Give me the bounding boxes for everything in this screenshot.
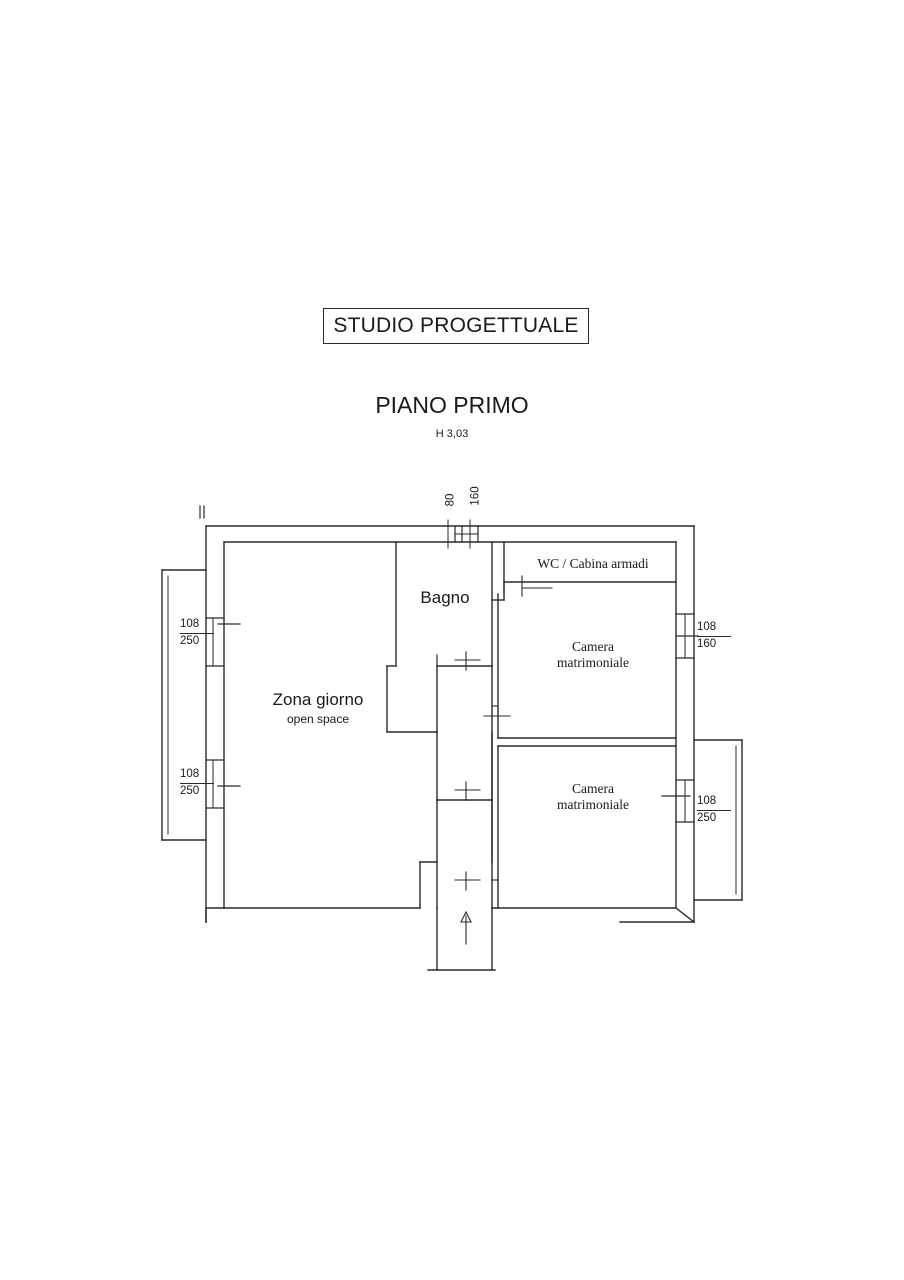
floor-subtitle: PIANO PRIMO: [375, 392, 529, 418]
room-name: WC / Cabina armadi: [537, 556, 649, 571]
title-box: [323, 308, 589, 344]
room-subname: matrimoniale: [557, 655, 629, 670]
dimension-top-left-opening: 80: [444, 493, 457, 507]
room-name: Camera: [572, 781, 614, 796]
room-subname: open space: [286, 712, 350, 726]
room-name: Bagno: [420, 588, 470, 607]
dimension-left-lower: 108 250: [180, 769, 214, 797]
page-title: STUDIO PROGETTUALE: [333, 314, 579, 337]
floor-plan-svg: [0, 470, 904, 1010]
ceiling-height-note: H 3,03: [435, 428, 469, 440]
room-subname: matrimoniale: [557, 797, 629, 812]
room-name: Zona giorno: [272, 690, 364, 709]
dimension-right-lower: 108 250: [697, 796, 731, 824]
dimension-right-upper: 108 160: [697, 622, 731, 650]
floor-plan-drawing: [0, 470, 904, 1010]
room-name: Camera: [572, 639, 614, 654]
dimension-top-right-opening: 160: [469, 486, 482, 506]
dimension-left-upper: 108 250: [180, 619, 214, 647]
